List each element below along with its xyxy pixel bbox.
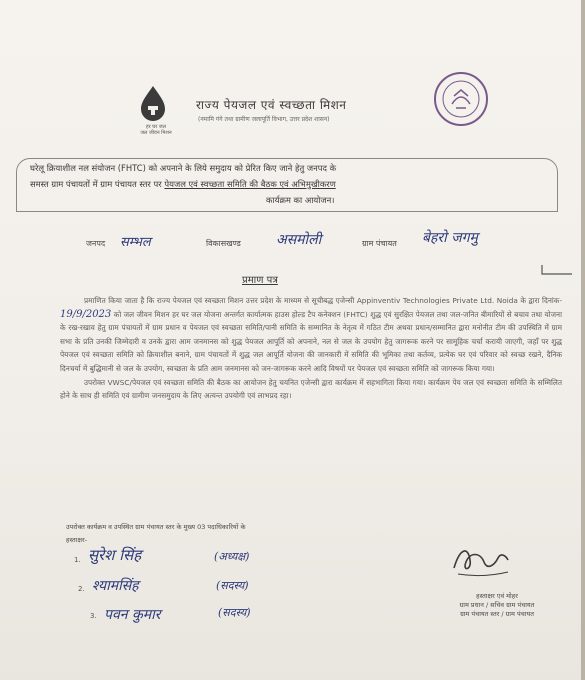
signature-3-name: पवन कुमार: [104, 607, 161, 623]
certificate-body: [60, 294, 562, 403]
signature-1-role: (अध्यक्ष): [214, 550, 250, 563]
banner-line-2: [30, 176, 550, 192]
logo-caption-line2: जल जीवन मिशन: [140, 130, 172, 136]
program-banner-text: [30, 160, 550, 208]
banner-line-3: कार्यक्रम का आयोजन।: [266, 195, 335, 205]
block-value: असमोली: [276, 232, 322, 248]
block-label: विकासखण्ड: [206, 239, 241, 248]
banner-line-2b: पेयजल एवं स्वच्छता समिति की बैठक एवं अभिमुखीकरण: [164, 179, 336, 189]
logo-caption-line1: हर घर जल: [146, 124, 166, 130]
signature-2-number: 2.: [78, 585, 85, 593]
org-subtitle: (नमामि गंगे तथा ग्रामीण जलापूर्ति विभाग, उत्तर प्रदेश शासन): [198, 116, 330, 123]
panchayat-label: ग्राम पंचायत: [362, 239, 397, 248]
certificate-title: प्रमाण पत्र: [242, 275, 278, 286]
paragraph-1-part-a: प्रमाणित किया जाता है कि राज्य पेयजल एवं स्वच्छता मिशन उत्तर प्रदेश के माध्यम से सूचीबद्ध एजेन्सी Appinventiv Technologies Private Ltd. Noida के द्वारा दिनांक-: [84, 296, 562, 305]
logo-caption: [136, 124, 176, 136]
pradhan-signature-icon: [448, 540, 518, 580]
stamp-line-2: ग्राम प्रधान / सचिव ग्राम पंचायत: [459, 601, 535, 609]
stamp-line-3: ग्राम पंचायत स्तर / ग्राम पंचायत: [460, 610, 534, 618]
district-value: सम्भल: [120, 235, 151, 250]
jal-jeevan-logo-icon: [136, 84, 170, 124]
paragraph-1: [60, 294, 562, 376]
signature-3-role: (सदस्य): [218, 606, 251, 619]
signature-3-number: 3.: [90, 612, 97, 620]
pen-mark-icon: [540, 262, 576, 276]
panchayat-value: बेहरो जगमु: [422, 230, 478, 246]
signature-2-role: (सदस्य): [216, 579, 249, 592]
signatures-intro: उपरोक्त कार्यक्रम व उपस्थित ग्राम पंचायत स्तर के मुख्य 03 पदाधिकारियों के: [66, 523, 246, 531]
event-date: 19/9/2023: [60, 308, 112, 320]
district-label: जनपद: [86, 239, 106, 248]
banner-line-1: घरेलू क्रियाशील नल संयोजन (FHTC) को अपनाने के लिये समुदाय को प्रेरित किए जाने हेतु जनपद के: [30, 163, 337, 173]
banner-line-2a: समस्त ग्राम पंचायतों में ग्राम पंचायत स्तर पर: [30, 179, 165, 189]
signature-1-name: सुरेश सिंह: [88, 546, 142, 564]
signatures-head: हस्ताक्षर-: [66, 536, 88, 544]
paragraph-2: उपरोक्त VWSC/पेयजल एवं स्वच्छता समिति की बैठक का आयोजन हेतु चयनित एजेन्सी द्वारा कार्यक्रम में सहभागिता किया गया। कार्यक्रम पेय जल एवं स्वच्छता समिति के सम्मिलित होने के साथ ही समिति एवं ग्रामीण जनसमुदाय के लिए अत्यन्त उपयोगी एवं लाभप्रद रहा।: [60, 377, 562, 401]
org-title: राज्य पेयजल एवं स्वच्छता मिशन: [196, 98, 347, 112]
signature-2-name: श्यामसिंह: [92, 578, 139, 594]
signature-1-number: 1.: [74, 556, 81, 564]
page-edge: [581, 0, 585, 680]
paragraph-1-part-b: को जल जीवन मिशन हर घर जल योजना अन्तर्गत कार्यात्मक हाउस होल्ड टैप कनेक्शन (FHTC) शुद्ध एवं सुरक्षित पेयजल तथा जल-जनित बीमारियों से बचाव तथा योजना के रख-रखाव हेतु ग्राम पंचायतों में ग्राम प्रधान व पेयजल एवं स्वच्छता समिति/पानी समिति के सम्मानित के नेतृत्व में गठित टीम अथवा प्रधान/सम्मानित द्वारा मनोनीत टीम की उपस्थिति में ग्राम सभा के प्रति उनकी जिम्मेदारी व उनके द्वारा आम जनमानस को शुद्ध पेयजल आपूर्ति को अपनाने, नल से जल के उपयोग हेतु जागरूक करने पर सामूहिक चर्चा करायी जाएगी, जहाँ पर शुद्ध पेयजल एवं स्वच्छता समिति को क्रियाशील बनाने, ग्राम पंचायतों में शुद्ध जल आपूर्ति योजना की जानकारी में समिति की भूमिका तथा कर्तव्य, प्रत्येक घर एवं परिवार को स्वच्छ रखने, दैनिक दिनचर्या में बुद्धिमानी से जल के उपयोग, स्वच्छता के प्रति आम जनमानस को जन-जागरूक करने आदि विषयों पर पेयजल एवं स्वच्छता समिति को जागरूक किया गया।: [60, 309, 562, 373]
pradhan-stamp-block: [422, 592, 572, 619]
state-emblem-icon: [432, 70, 490, 128]
stamp-line-1: हस्ताक्षर एवं मोहर: [476, 592, 518, 600]
